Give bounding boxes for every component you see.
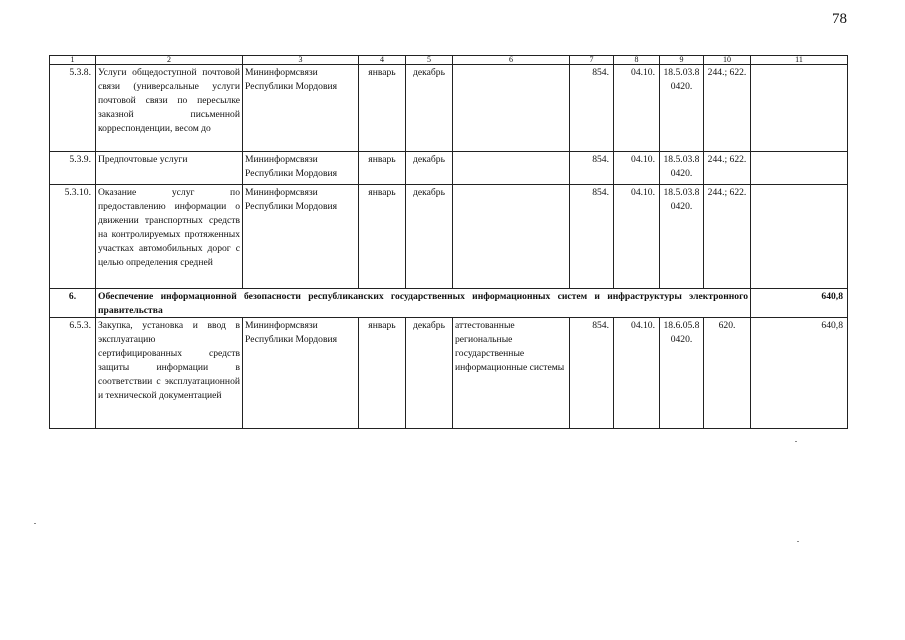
row-start: январь [359,152,406,185]
col-header: 11 [751,56,848,65]
row-end: декабрь [406,152,453,185]
col-header: 5 [406,56,453,65]
col-header: 7 [570,56,614,65]
row-c9: 18.5.03.8 0420. [660,65,704,152]
table-row [50,318,848,429]
section-amount: 640,8 [751,289,848,318]
row-c8: 04.10. [614,65,660,152]
row-number: 6.5.3. [50,318,96,429]
col-header: 4 [359,56,406,65]
row-result [453,152,570,185]
row-c9: 18.5.03.8 0420. [660,185,704,289]
page-number: 78 [832,11,847,27]
row-result: аттестованные региональные государственные информационные системы [453,318,570,429]
col-header: 2 [96,56,243,65]
col-header: 6 [453,56,570,65]
col-header: 8 [614,56,660,65]
col-header: 10 [704,56,751,65]
row-name [96,185,243,289]
row-number: 5.3.8. [50,65,96,152]
row-executor: Мининформсвязи Республики Мордовия [243,185,359,289]
row-c7: 854. [570,318,614,429]
scan-speck [795,441,797,442]
row-c10: 244.; 622. [704,185,751,289]
row-c7: 854. [570,185,614,289]
row-c9: 18.6.05.8 0420. [660,318,704,429]
row-c11 [751,152,848,185]
row-c8: 04.10. [614,318,660,429]
row-c9: 18.5.03.8 0420. [660,152,704,185]
section-title-text: Обеспечение информационной безопасности республиканских государственных информационных систем и инфраструктуры электронного правительства [98,291,748,316]
row-c10: 244.; 622. [704,65,751,152]
row-name: Предпочтовые услуги [96,152,243,185]
row-c11 [751,65,848,152]
col-header: 9 [660,56,704,65]
budget-table [49,55,848,429]
row-c7: 854. [570,65,614,152]
row-end: декабрь [406,185,453,289]
row-name: Закупка, установка и ввод в эксплуатацию сертифицированных средств защиты информации в соответствии с эксплуатационной и технической документацией [96,318,243,429]
row-start: январь [359,185,406,289]
section-number: 6. [50,289,96,318]
row-executor: Мининформсвязи Республики Мордовия [243,152,359,185]
row-c8: 04.10. [614,185,660,289]
col-header: 3 [243,56,359,65]
row-c11: 640,8 [751,318,848,429]
row-end: декабрь [406,318,453,429]
section-title [96,289,751,318]
column-numbers-row [50,56,848,65]
table-row [50,65,848,152]
table-row [50,185,848,289]
row-result [453,185,570,289]
row-number: 5.3.9. [50,152,96,185]
scan-speck [797,541,799,542]
table-row [50,152,848,185]
row-name [96,65,243,152]
row-c8: 04.10. [614,152,660,185]
row-c10: 244.; 622. [704,152,751,185]
row-c11 [751,185,848,289]
row-result [453,65,570,152]
scan-speck [34,523,36,524]
row-number: 5.3.10. [50,185,96,289]
row-c7: 854. [570,152,614,185]
row-executor: Мининформсвязи Республики Мордовия [243,318,359,429]
row-name-text: Услуги общедоступной почтовой связи (универсальные услуги почтовой связи по пересылке заказной письменной корреспонденции, весом до [98,67,240,134]
row-executor: Мининформсвязи Республики Мордовия [243,65,359,152]
row-c10: 620. [704,318,751,429]
row-start: январь [359,318,406,429]
col-header: 1 [50,56,96,65]
row-start: январь [359,65,406,152]
row-name-text: Оказание услуг по предоставлению информации о движении транспортных средств на контролируемых протяженных участках автомобильных дорог с целью определения средней [98,187,240,268]
section-row [50,289,848,318]
row-end: декабрь [406,65,453,152]
